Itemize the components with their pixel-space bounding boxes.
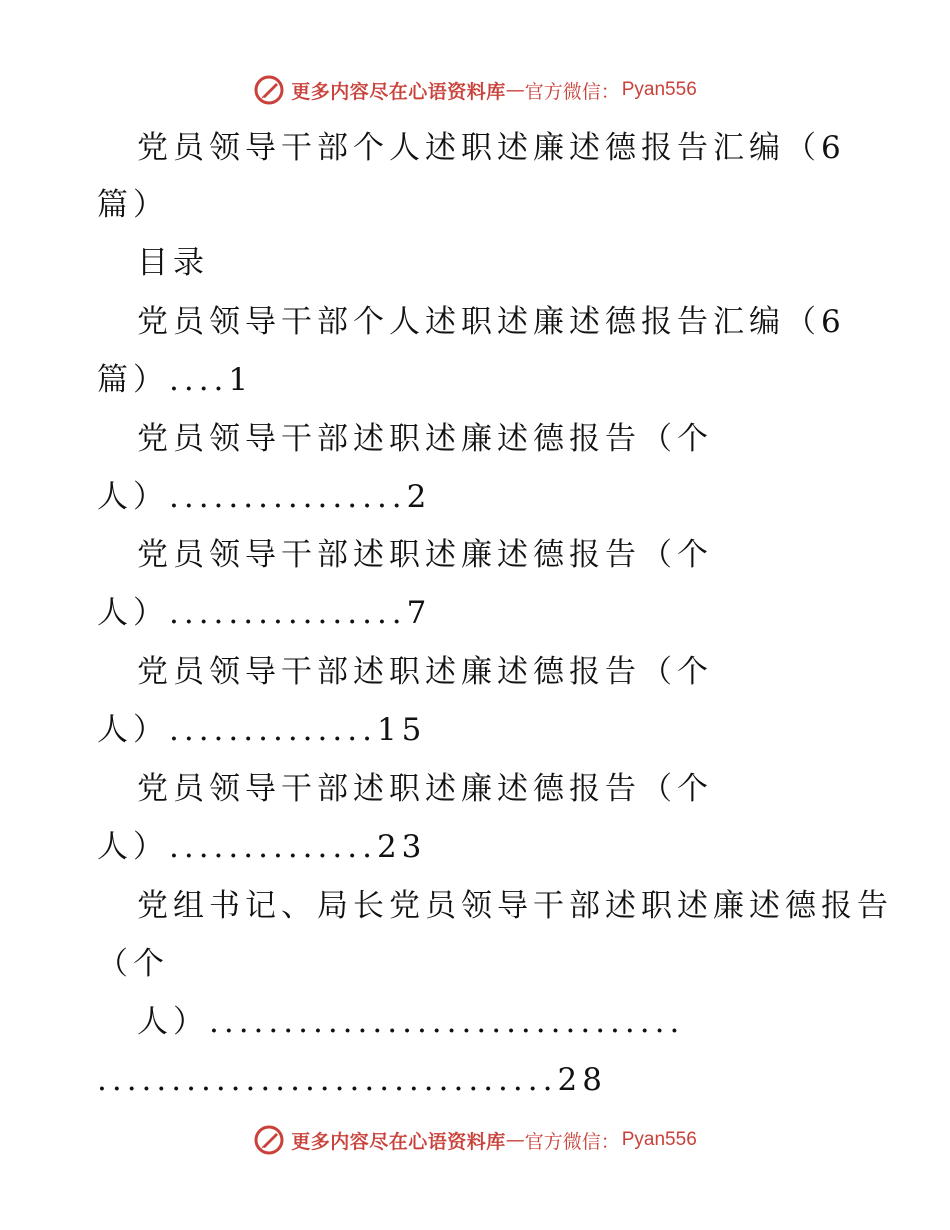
toc-entry-1-line1: 党员领导干部个人述职述廉述德报告汇编（6 (137, 304, 846, 340)
doc-title-line1: 党员领导干部个人述职述廉述德报告汇编（6 (137, 130, 846, 166)
toc-entry-3-line1: 党员领导干部述职述廉述德报告（个 (137, 537, 713, 573)
toc-entry-5-line2: 人）..............23 (97, 829, 427, 865)
footer-watermark-banner (0, 1120, 950, 1160)
toc-entry-6-line1: 党组书记、局长党员领导干部述职述廉述德报告 (137, 888, 893, 924)
toc-heading: 目录 (137, 245, 209, 281)
toc-entry-5-line1: 党员领导干部述职述廉述德报告（个 (137, 771, 713, 807)
banner-sub-text: 官方微信： (524, 1130, 620, 1153)
quill-pen-logo-icon (253, 1124, 285, 1156)
toc-entry-6-line4: ...............................28 (97, 1062, 607, 1098)
toc-entry-4-line1: 党员领导干部述职述廉述德报告（个 (137, 654, 713, 690)
toc-entry-4-line2: 人）..............15 (97, 712, 427, 748)
toc-entry-6-line3: 人）................................ (137, 1004, 685, 1040)
banner-sub-text: 官方微信： (524, 80, 620, 103)
toc-entry-2-line2: 人）................2 (97, 479, 432, 515)
banner-handle: Pyan556 (621, 1129, 697, 1150)
banner-dash: — (505, 79, 525, 101)
toc-entry-1-line2: 篇）....1 (97, 362, 254, 398)
banner-dash: — (505, 1129, 525, 1151)
toc-entry-2-line1: 党员领导干部述职述廉述德报告（个 (137, 421, 713, 457)
quill-pen-logo-icon (253, 74, 285, 106)
header-watermark-banner (0, 70, 950, 110)
banner-main-text: 更多内容尽在心语资料库 (291, 80, 506, 103)
banner-handle: Pyan556 (621, 79, 697, 100)
toc-entry-6-line2: （个 (97, 946, 169, 982)
doc-title-line2: 篇） (97, 187, 169, 223)
banner-main-text: 更多内容尽在心语资料库 (291, 1130, 506, 1153)
toc-entry-3-line2: 人）................7 (97, 595, 432, 631)
